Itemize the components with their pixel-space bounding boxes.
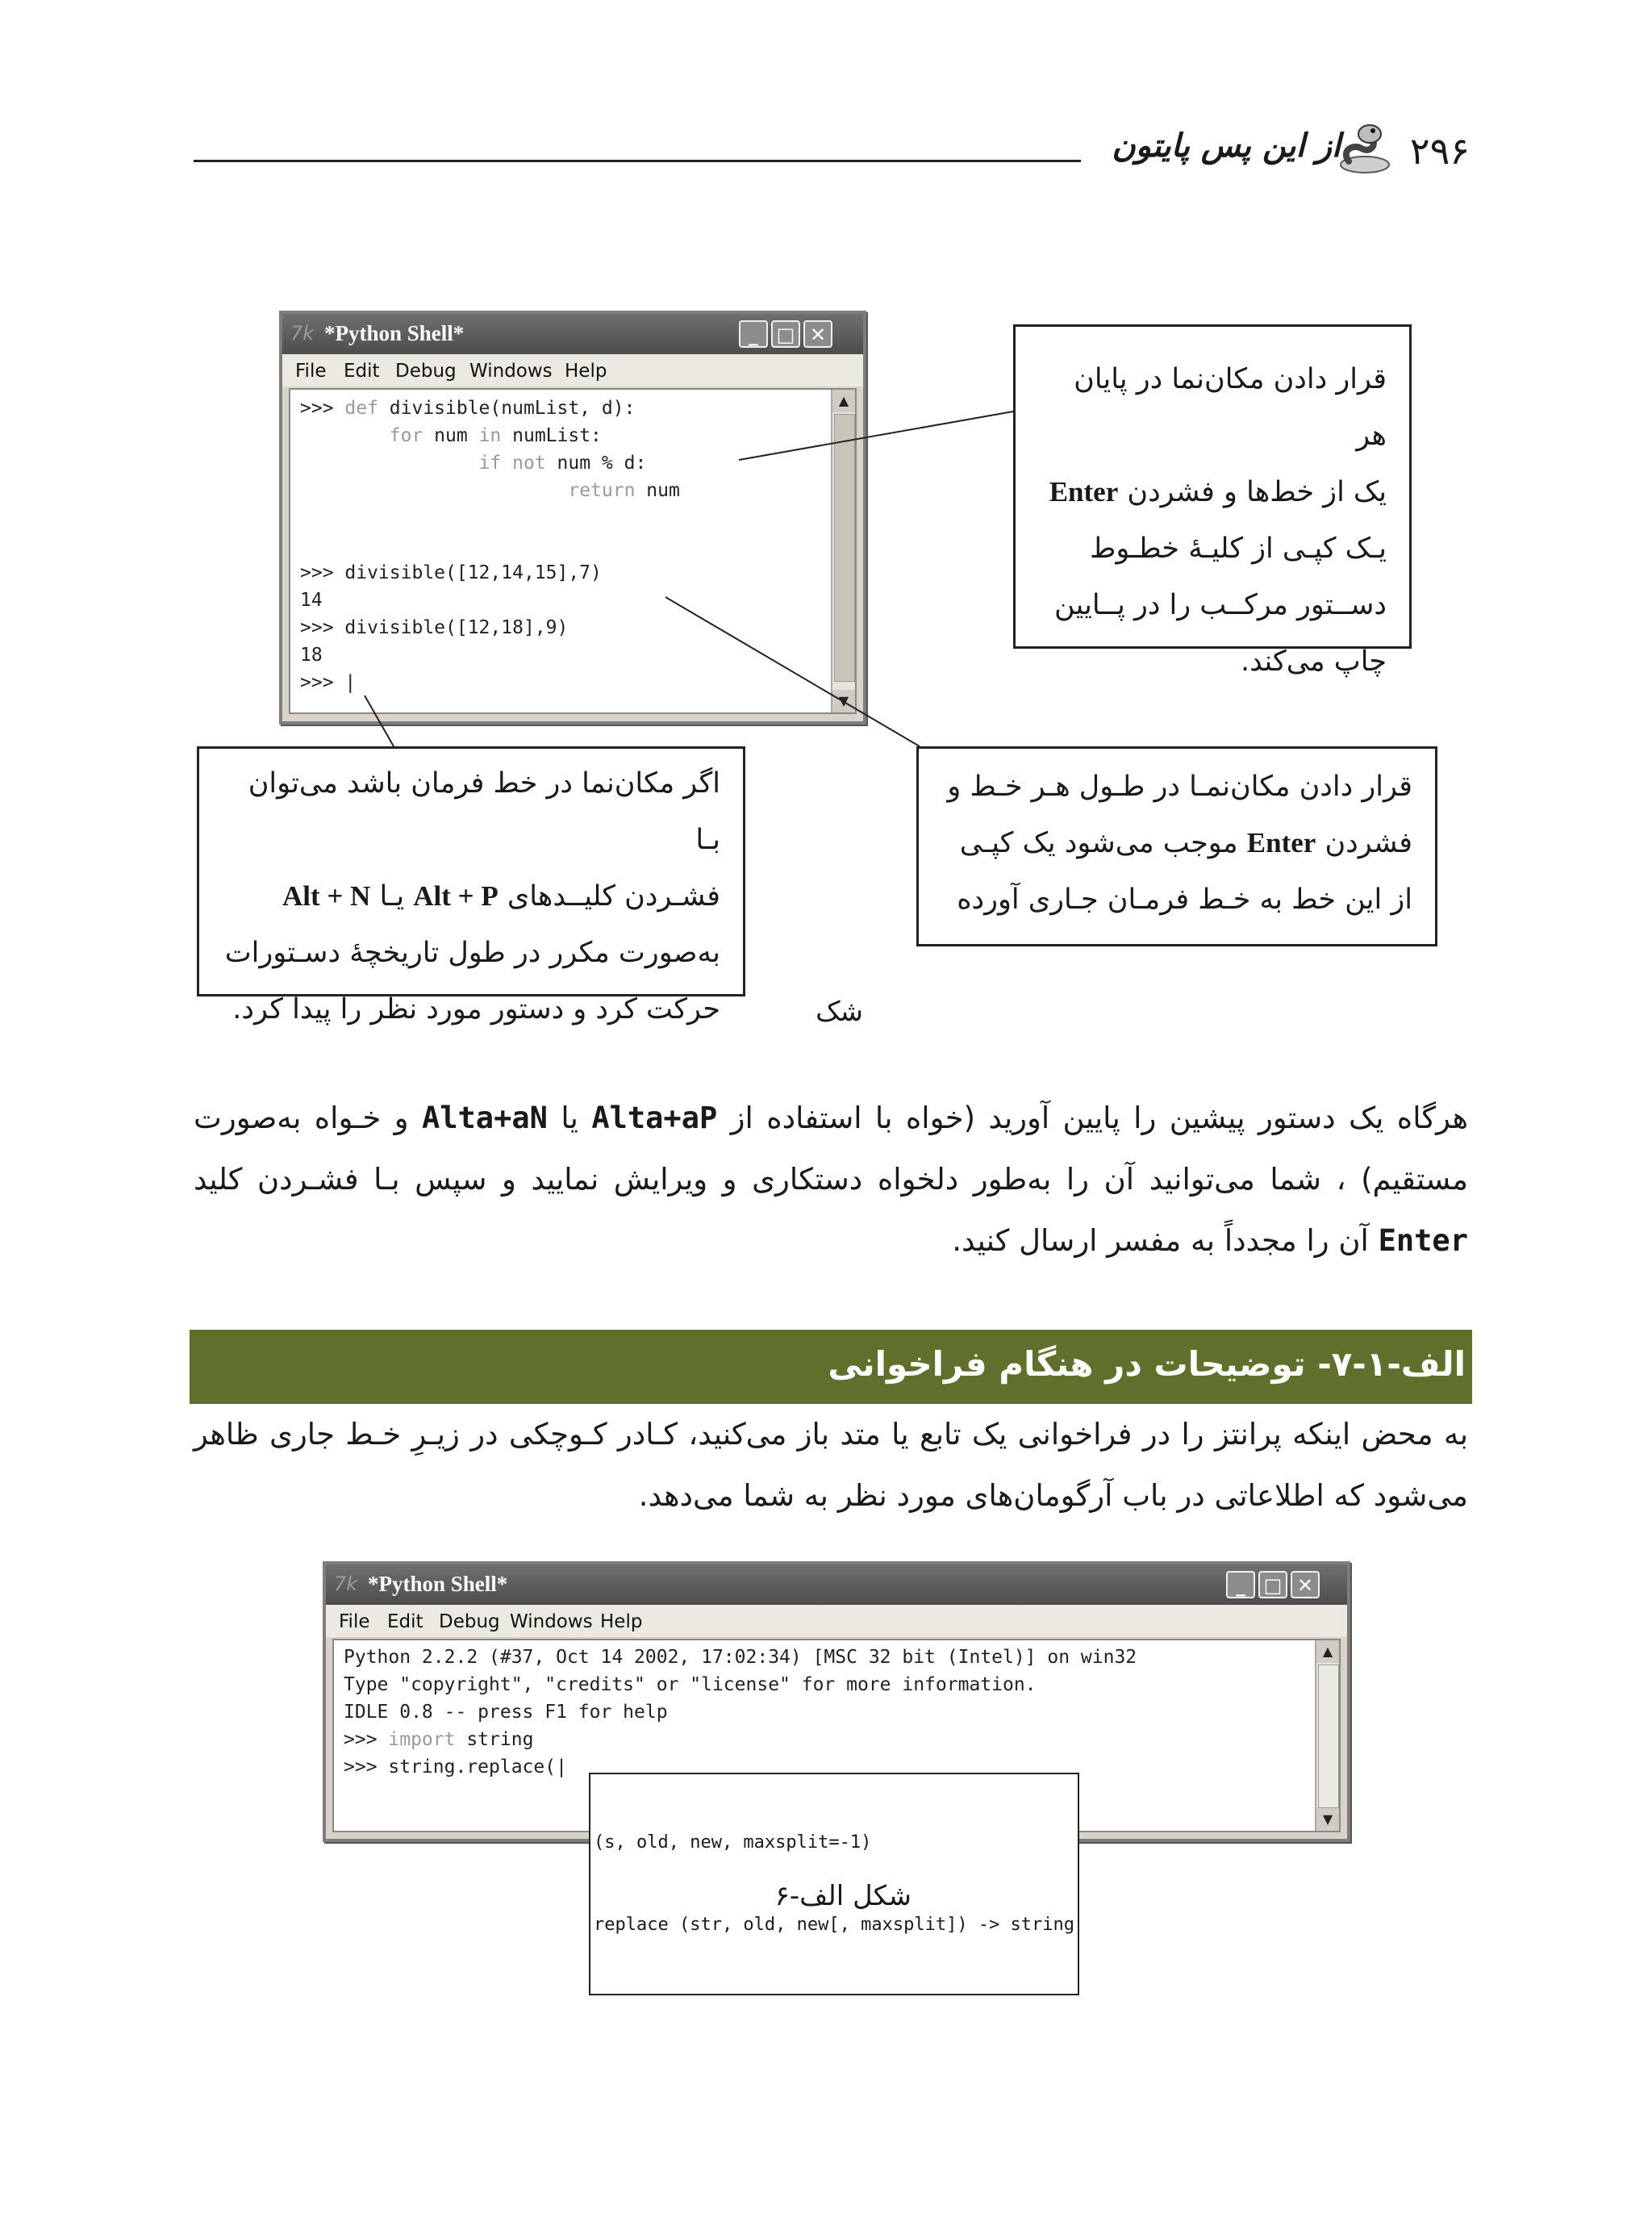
scroll-up-arrow-icon[interactable]: ▲ (1316, 1640, 1339, 1663)
section-title: الف-۱-۷- توضیحات در هنگام فراخوانی (828, 1344, 1466, 1384)
code-token: numList: (501, 425, 602, 446)
page-number: ۲۹۶ (1409, 129, 1470, 173)
menu-help[interactable]: Help (565, 361, 607, 382)
code-token: >>> (344, 1729, 389, 1750)
code-token: string (455, 1729, 534, 1750)
callout-line: یـک کپـی از کلیـهٔ خطـوط (1090, 533, 1387, 565)
tk-logo-icon: 7k (334, 1573, 358, 1595)
keyword-token: return (568, 480, 636, 501)
code-token: Python 2.2.2 (#37, Oct 14 2002, 17:02:34) [MSC 32 bit (Intel)] on win32 (344, 1647, 1137, 1668)
callout-top-right (1013, 324, 1412, 678)
callout-line: اگر مکان‌نما در خط فرمان باشد می‌توان بـا (248, 767, 720, 856)
callout-bottom-left (197, 746, 745, 1026)
code-token: 14 (300, 590, 323, 611)
calltip-doc: replace (str, old, new[, maxsplit]) -> string (594, 1915, 1075, 1935)
menu-bar (326, 1605, 1347, 1637)
shell-code (344, 1644, 1137, 1781)
section-heading-bar (190, 1330, 1472, 1404)
code-token: num (635, 480, 680, 501)
menu-edit[interactable]: Edit (344, 361, 380, 382)
callout-bottom-right (916, 746, 1437, 946)
menu-windows[interactable]: Windows (469, 361, 553, 382)
window-title: *Python Shell* (368, 1572, 508, 1596)
menu-file[interactable]: File (295, 361, 327, 382)
title-bar[interactable] (326, 1564, 1347, 1605)
code-token: >>> divisible([12,18],9) (300, 617, 569, 638)
callout-line: یک از خط‌ها و فشردن Enter (1049, 476, 1387, 508)
callout-line: فشـردن کلیــدهای Alt + P یـا Alt + N (282, 880, 720, 913)
code-line (344, 1698, 1137, 1726)
code-token: num % d: (545, 453, 647, 474)
menu-debug[interactable]: Debug (439, 1611, 500, 1632)
minimize-button[interactable]: _ (739, 320, 768, 348)
callout-line: قرار دادن مکان‌نمـا در طـول هـر خـط و (947, 771, 1412, 803)
figure-1-caption: شک (816, 996, 863, 1028)
close-button[interactable]: ✕ (1291, 1571, 1320, 1598)
code-token: divisible(numList, d): (378, 398, 636, 419)
keyword-token: for (389, 425, 423, 446)
code-token: 18 (300, 645, 323, 666)
code-token: >>> (300, 398, 345, 419)
vertical-scrollbar[interactable] (1315, 1640, 1339, 1831)
maximize-button[interactable]: □ (1258, 1571, 1287, 1598)
menu-help[interactable]: Help (600, 1611, 643, 1632)
menu-debug[interactable]: Debug (395, 361, 457, 382)
menu-file[interactable]: File (339, 1611, 370, 1632)
callout-line: دســتور مرکــب را در پــایین (1053, 589, 1387, 621)
paragraph-calltips: به محض اینکه پرانتز را در فراخوانی یک تابع یا متد باز می‌کنید، کـادر کـوچکی در زیـرِ خـط جاری ظاهر می‌شود که اطلاعاتی در باب آرگومان‌های مورد نظر به شما می‌دهد. (194, 1417, 1468, 1513)
callout-line: به‌صورت مکرر در طول تاریخچهٔ دسـتورات (224, 937, 720, 969)
code-token: >>> divisible([12,14,15],7) (300, 562, 602, 583)
code-token: >>> | (300, 672, 357, 693)
scroll-down-arrow-icon[interactable]: ▼ (832, 690, 855, 712)
keyword-token: def (344, 398, 378, 419)
callout-line: فشردن Enter موجب می‌شود یک کپـی (959, 827, 1412, 859)
code-line (344, 1644, 1137, 1671)
keyword-token: import (388, 1729, 456, 1750)
maximize-button[interactable]: □ (771, 320, 800, 348)
keyword-token: if (478, 453, 502, 474)
keyword-token: not (512, 453, 546, 474)
figure-2-caption: شکل الف-۶ (774, 1880, 912, 1912)
paragraph-history: هرگاه یک دستور پیشین را پایین آورید (خواه با استفاده از Alta+aP یا Alta+aN و خـواه به‌صورت مستقیم) ، شما می‌توانید آن را به‌طور دلخواه دستکاری و ویرایش نمایید و سپس بـا فشـردن کلید Enter آن را مجدداً به مفسر ارسال کنید. (194, 1101, 1469, 1258)
minimize-button[interactable]: _ (1226, 1571, 1255, 1598)
tk-logo-icon: 7k (290, 322, 315, 345)
code-line (344, 1726, 1137, 1753)
window-title: *Python Shell* (324, 321, 465, 345)
close-button[interactable]: ✕ (803, 320, 832, 348)
code-token: IDLE 0.8 -- press F1 for help (344, 1702, 668, 1723)
scroll-thumb[interactable] (1318, 1665, 1339, 1808)
book-title: از این پس پایتون (1112, 127, 1341, 165)
scroll-down-arrow-icon[interactable]: ▼ (1316, 1808, 1339, 1831)
code-token: >>> string.replace(| (344, 1757, 567, 1778)
code-token: num (423, 425, 479, 446)
menu-windows[interactable]: Windows (510, 1611, 593, 1632)
callout-line: از این خط به خـط فرمـان جـاری آورده (957, 884, 1412, 916)
scroll-up-arrow-icon[interactable]: ▲ (832, 390, 855, 412)
code-token: Type "copyright", "credits" or "license" for more information. (344, 1674, 1037, 1695)
code-line (344, 1671, 1137, 1698)
keyword-token: in (478, 425, 502, 446)
calltip-signature: (s, old, new, maxsplit=-1) (594, 1832, 872, 1853)
callout-line: چاپ می‌کند. (1240, 645, 1387, 678)
menu-edit[interactable]: Edit (387, 1611, 423, 1632)
callout-line: حرکت کرد و دستور مورد نظر را پیدا کرد. (232, 993, 720, 1026)
callout-line: قرار دادن مکان‌نما در پایان هر (1074, 363, 1387, 452)
